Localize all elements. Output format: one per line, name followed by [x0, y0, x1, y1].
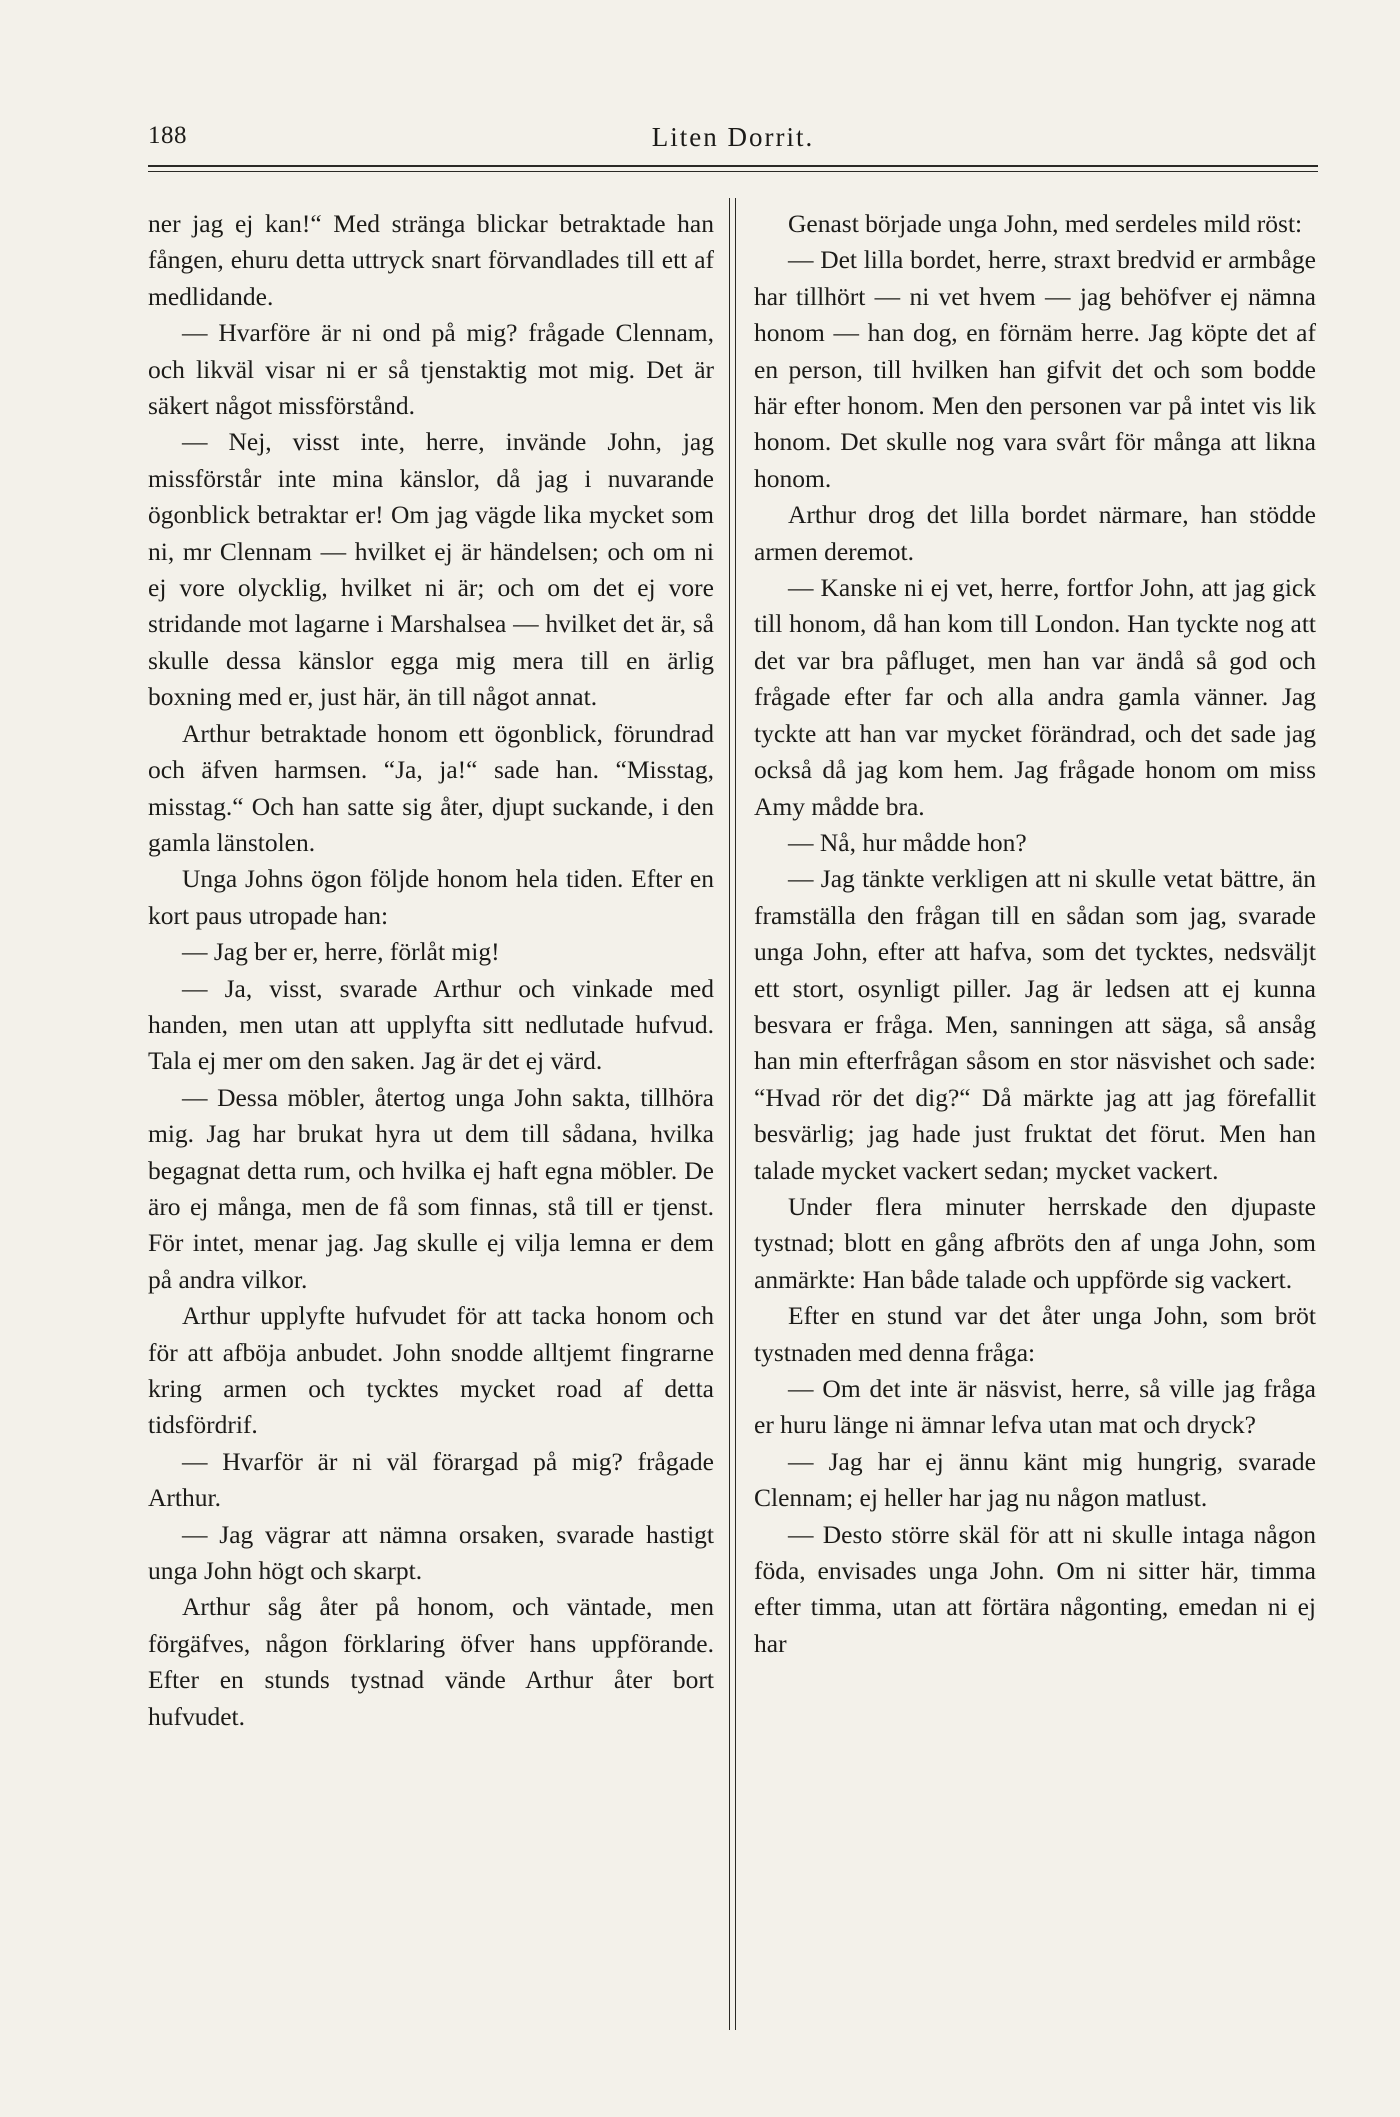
paragraph: — Jag tänkte verkligen att ni skulle vetat bättre, än framställa den frågan till en sådan som jag, svarade unga John, efter att hafva, som det tycktes, nedsväljt ett stort, osynligt piller. Jag är ledsen att ej kunna besvara er fråga. Men, sanningen att säga, så ansåg han min efterfrågan såsom en stor näsvishet och sade: “Hvad rör det dig?“ Då märkte jag att jag förefallit besvärlig; jag hade just fruktat det förut. Men han talade mycket vackert sedan; mycket vackert. — [754, 864, 1316, 1185]
header-rule — [148, 165, 1318, 172]
paragraph: — Nej, visst inte, herre, invände John, jag missförstår inte mina känslor, då jag i nuvarande ögonblick betraktar er! Om jag vägde lika mycket som ni, mr Clennam — hvilket ej är händelsen; och om ni ej vore olycklig, hvilket ni är; och om det ej vore stridande mot lagarne i Marshalsea — hvilket det är, så skulle dessa känslor egga mig mera till en ärlig boxning med er, just här, än till något annat. — [148, 427, 714, 712]
left-column — [148, 206, 714, 1735]
paragraph: — Ja, visst, svarade Arthur och vinkade med handen, men utan att upplyfta sitt nedlutade hufvud. Tala ej mer om den saken. Jag är det ej värd. — [148, 973, 714, 1076]
paragraph: Unga Johns ögon följde honom hela tiden. Efter en kort paus utropade han: — [148, 864, 714, 930]
paragraph: — Om det inte är näsvist, herre, så ville jag fråga er huru länge ni ämnar lefva utan mat och dryck? — [754, 1374, 1316, 1440]
paragraph: Genast började unga John, med serdeles mild röst: — [788, 209, 1303, 238]
paragraph: — Jag vägrar att nämna orsaken, svarade hastigt unga John högt och skarpt. — [148, 1519, 714, 1586]
paragraph: Arthur drog det lilla bordet närmare, han stödde armen deremot. — [754, 500, 1316, 566]
paragraph: Arthur betraktade honom ett ögonblick, förundrad och äfven harmsen. “Ja, ja!“ sade han. “Misstag, misstag.“ Och han satte sig åter, djupt suckande, i den gamla länstolen. — [148, 718, 714, 857]
paragraph: ner jag ej kan!“ Med stränga blickar betraktade han fången, ehuru detta uttryck snart förvandlades till ett af medlidande. — [148, 209, 714, 311]
paragraph: Arthur såg åter på honom, och väntade, men förgäfves, någon förklaring öfver hans uppförande. Efter en stunds tystnad vände Arthur åter bort hufvudet. — [148, 1592, 714, 1731]
paragraph: — Hvarför är ni väl förargad på mig? frågade Arthur. — [148, 1446, 714, 1513]
paragraph: — Kanske ni ej vet, herre, fortfor John, att jag gick till honom, då han kom till London. Han tyckte nog att det var bra påfluget, men han var ändå så god och frågade efter far och alla andra gamla vänner. Jag tyckte att han var mycket förändrad, och det sade jag också då jag kom hem. Jag frågade honom om miss Amy mådde bra. — [754, 573, 1316, 821]
running-title: Liten Dorrit. — [651, 122, 815, 152]
paragraph: Arthur upplyfte hufvudet för att tacka honom och för att afböja anbudet. John snodde alltjemt fingrarne kring armen och tycktes mycket road af detta tidsfördrif. — [148, 1301, 714, 1440]
page-header — [148, 112, 1318, 162]
paragraph: — Desto större skäl för att ni skulle intaga någon föda, envisades unga John. Om ni sitter här, timma efter timma, utan att förtära någonting, emedan ni ej har — [754, 1519, 1316, 1658]
paragraph: — Dessa möbler, återtog unga John sakta, tillhöra mig. Jag har brukat hyra ut dem till sådana, hvilka begagnat detta rum, och hvilka ej haft egna möbler. De äro ej många, men de få som finnas, stå till er tjenst. För intet, menar jag. Jag skulle ej vilja lemna er dem på andra vilkor. — [148, 1082, 714, 1294]
page-number: 188 — [148, 122, 187, 149]
paragraph: Under flera minuter herrskade den djupaste tystnad; blott en gång afbröts den af unga John, som anmärkte: Han både talade och uppförde sig vackert. — [754, 1191, 1316, 1294]
paragraph: — Jag har ej ännu känt mig hungrig, svarade Clennam; ej heller har jag nu någon matlust. — [754, 1446, 1316, 1513]
paragraph: — Nå, hur mådde hon? — [788, 827, 1027, 857]
column-divider — [729, 198, 736, 2030]
paragraph: — Det lilla bordet, herre, straxt bredvid er armbåge har tillhört — ni vet hvem — jag behöfver ej nämna honom — han dog, en förnäm herre. Jag köpte det af en person, till hvilken han gifvit det och som bodde här efter honom. Men den personen var på intet vis lik honom. Det skulle nog vara svårt för många att likna honom. — [754, 245, 1316, 493]
paragraph: — Hvarföre är ni ond på mig? frågade Clennam, och likväl visar ni er så tjenstaktig mot mig. Det är säkert något missförstånd. — [148, 318, 714, 421]
paragraph: Efter en stund var det åter unga John, som bröt tystnaden med denna fråga: — [754, 1301, 1316, 1367]
right-column — [754, 206, 1316, 1662]
paragraph: — Jag ber er, herre, förlåt mig! — [182, 937, 500, 967]
